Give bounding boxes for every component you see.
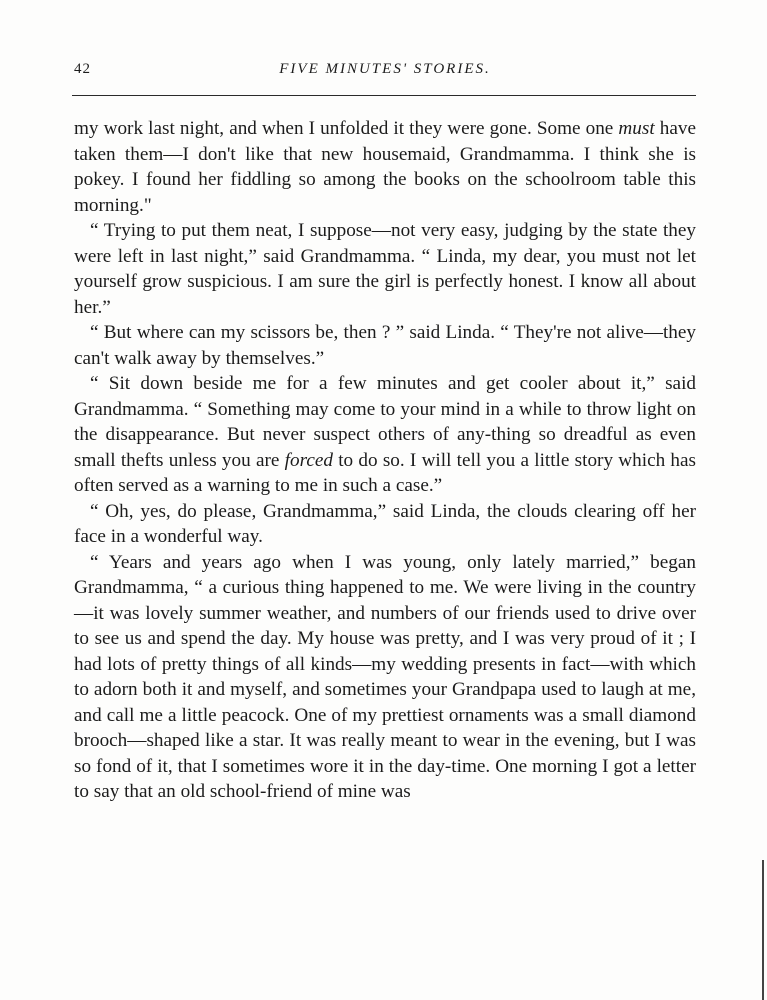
paragraph-text: to do so. I will tell you a little story which has often served as a warning to me in such a case.” — [74, 449, 697, 496]
running-head — [74, 61, 696, 85]
paragraph-text: have taken them—I don't like that new housemaid, Grandmamma. I think she is pokey. I found her fiddling so among the books on the schoolroom table this morning." — [74, 118, 696, 216]
paragraph-4 — [74, 371, 696, 499]
header-rule — [72, 95, 696, 96]
paragraph-6: “ Years and years ago when I was young, only lately married,” began Grandmamma, “ a curious thing happened to me. We were living in the country—it was lovely summer weather, and numbers of our friends used to drive over to see us and spend the day. My house was pretty, and I was very proud of it ; I had lots of pretty things of all kinds—my wedding presents in fact—with which to adorn both it and myself, and sometimes your Grandpapa used to laugh at me, and call me a little peacock. One of my prettiest ornaments was a small diamond brooch—shaped like a star. It was really meant to wear in the evening, but I was so fond of it, that I sometimes wore it in the day-time. One morning I got a letter to say that an old school-friend of mine was — [74, 551, 696, 802]
page-number: 42 — [74, 61, 91, 77]
paragraph-3: “ But where can my scissors be, then ? ” said Linda. “ They're not alive—they can't walk away by themselves.” — [74, 322, 696, 369]
running-title: FIVE MINUTES' STORIES. — [279, 61, 491, 77]
paragraph-text: “ Sit down beside me for a few minutes and get cooler about it,” said Grandmamma. “ Something may come to your mind in a while to throw light on the disappearance. But never suspect others of any-thing so dreadful as even small thefts unless you are — [74, 373, 696, 471]
paragraph-2: “ Trying to put them neat, I suppose—not very easy, judging by the state they were left in last night,” said Grandmamma. “ Linda, my dear, you must not let yourself grow suspicious. I am sure the girl is perfectly honest. I know all about her.” — [74, 220, 696, 318]
paragraph-5: “ Oh, yes, do please, Grandmamma,” said Linda, the clouds clearing off her face in a wonderful way. — [74, 500, 696, 547]
emphasis-text: must — [618, 118, 655, 139]
body-text — [74, 116, 696, 805]
paragraph-1 — [74, 116, 696, 218]
emphasis-text: forced — [284, 449, 333, 471]
page-edge-shadow — [762, 860, 764, 1000]
paragraph-text: my work last night, and when I unfolded it they were gone. Some one — [74, 118, 619, 139]
